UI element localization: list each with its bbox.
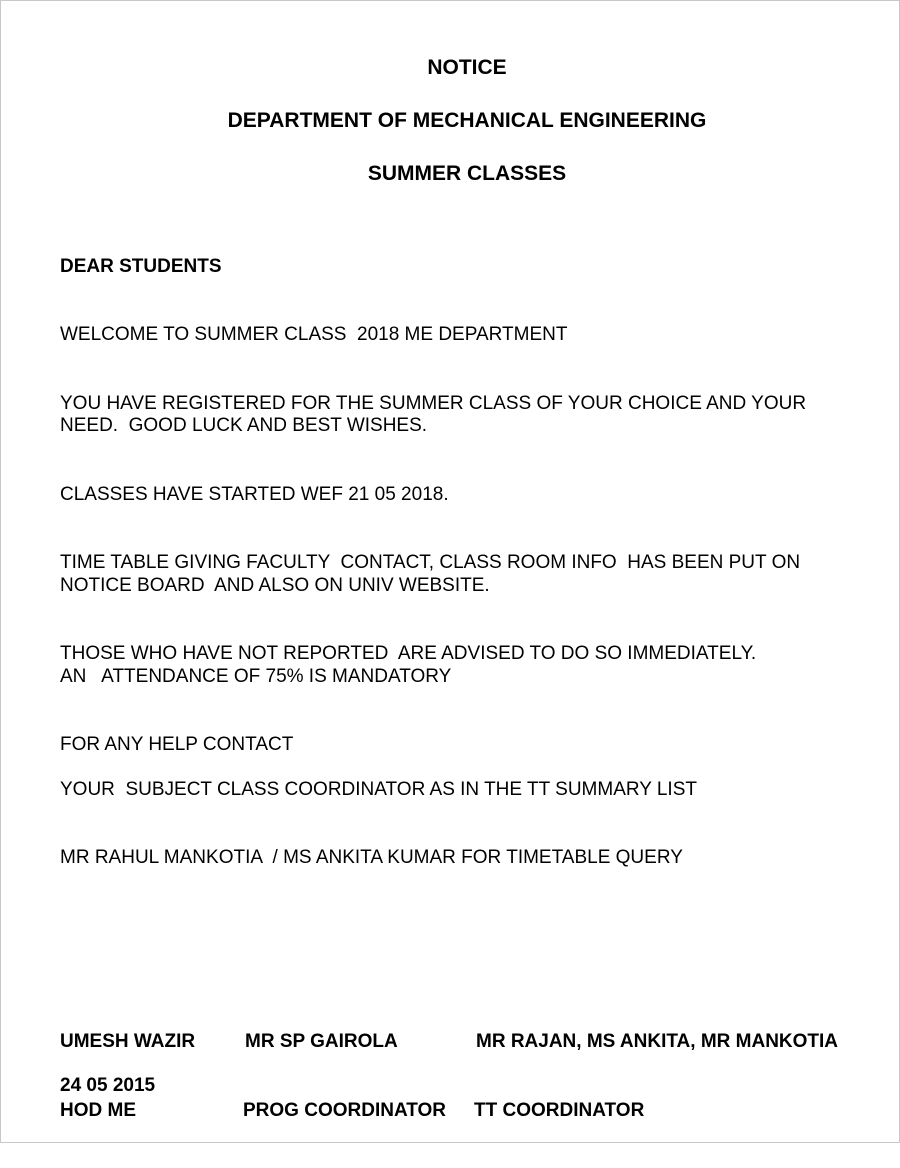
signatory-name: MR RAJAN, MS ANKITA, MR MANKOTIA <box>476 1031 839 1052</box>
help-text: FOR ANY HELP CONTACT <box>60 734 294 755</box>
department-heading: DEPARTMENT OF MECHANICAL ENGINEERING <box>227 109 707 132</box>
timetable-line-1: TIME TABLE GIVING FACULTY CONTACT, CLASS ROOM INFO HAS BEEN PUT ON <box>60 552 801 573</box>
coordinator-text: YOUR SUBJECT CLASS COORDINATOR AS IN THE TT SUMMARY LIST <box>60 779 697 800</box>
salutation: DEAR STUDENTS <box>60 256 222 277</box>
signatory-role: HOD ME <box>60 1100 136 1121</box>
registered-line-2: NEED. GOOD LUCK AND BEST WISHES. <box>60 415 428 436</box>
signatory-name: MR SP GAIROLA <box>245 1031 398 1052</box>
registered-line-1: YOU HAVE REGISTERED FOR THE SUMMER CLASS OF YOUR CHOICE AND YOUR <box>60 393 807 414</box>
report-line-1: THOSE WHO HAVE NOT REPORTED ARE ADVISED TO DO SO IMMEDIATELY. <box>60 643 757 664</box>
timetable-query-text: MR RAHUL MANKOTIA / MS ANKITA KUMAR FOR TIMETABLE QUERY <box>60 847 683 868</box>
notice-date: 24 05 2015 <box>60 1075 156 1096</box>
report-line-2: AN ATTENDANCE OF 75% IS MANDATORY <box>60 666 452 687</box>
subject-heading: SUMMER CLASSES <box>367 162 567 185</box>
classes-started-text: CLASSES HAVE STARTED WEF 21 05 2018. <box>60 484 449 505</box>
signatory-name: UMESH WAZIR <box>60 1031 196 1052</box>
signatory-role: TT COORDINATOR <box>474 1100 645 1121</box>
notice-title: NOTICE <box>427 56 507 79</box>
welcome-text: WELCOME TO SUMMER CLASS 2018 ME DEPARTMENT <box>60 324 568 345</box>
signatory-role: PROG COORDINATOR <box>243 1100 447 1121</box>
timetable-line-2: NOTICE BOARD AND ALSO ON UNIV WEBSITE. <box>60 575 490 596</box>
signatory-2 <box>243 984 446 1168</box>
signatory-3 <box>474 984 838 1168</box>
